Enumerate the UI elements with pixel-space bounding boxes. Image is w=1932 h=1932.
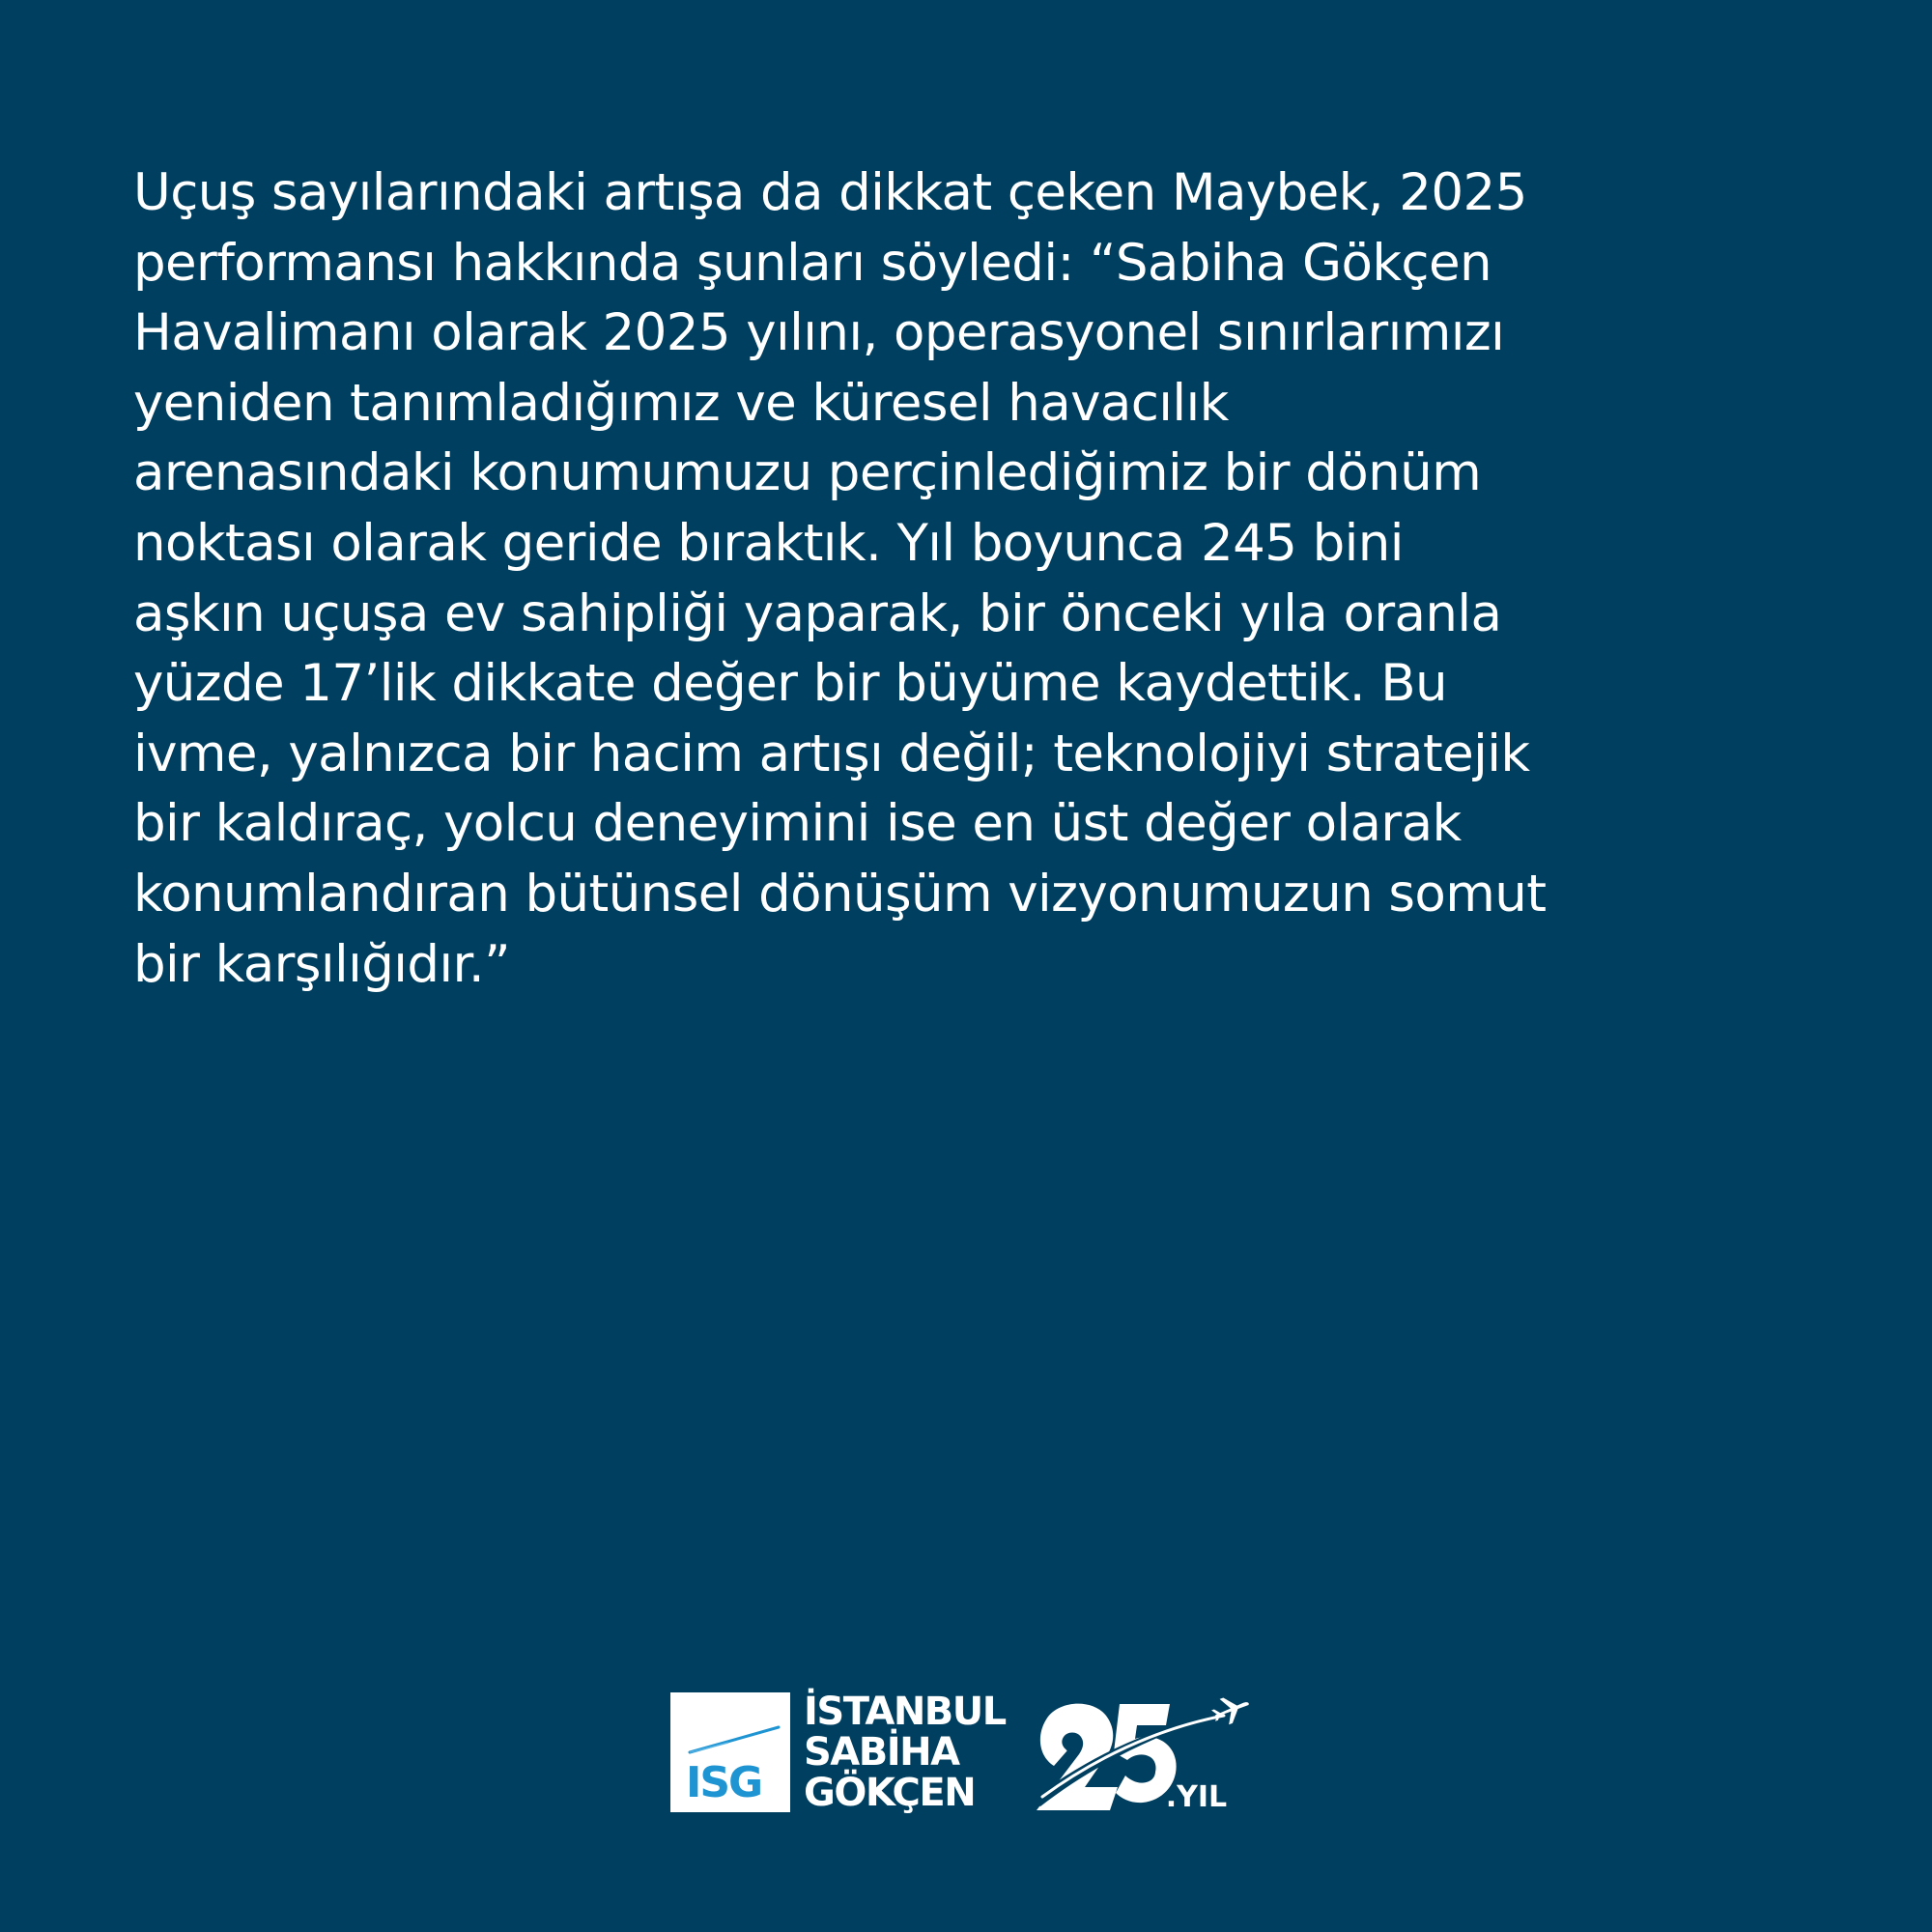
quote-line: bir karşılığıdır.” xyxy=(133,934,510,994)
isg-abbreviation: ISG xyxy=(686,1758,762,1807)
quote-line: yeniden tanımladığımız ve küresel havacılık xyxy=(133,373,1229,433)
quote-line: Havalimanı olarak 2025 yılını, operasyonel sınırlarımızı xyxy=(133,303,1505,363)
isg-logo xyxy=(670,1692,790,1812)
quote-paragraph xyxy=(133,158,1833,1000)
airport-name-line: GÖKÇEN xyxy=(804,1771,976,1815)
airport-name-line: İSTANBUL xyxy=(804,1690,1006,1734)
quote-line: Uçuş sayılarındaki artışa da dikkat çeken Maybek, 2025 xyxy=(133,163,1527,222)
quote-line: noktası olarak geride bıraktık. Yıl boyunca 245 bini xyxy=(133,513,1404,573)
quote-line: aşkın uçuşa ev sahipliği yaparak, bir önceki yıla oranla xyxy=(133,583,1502,643)
airport-name xyxy=(804,1690,1006,1815)
quote-line: arenasındaki konumumuzu perçinlediğimiz bir dönüm xyxy=(133,443,1482,503)
quote-line: konumlandıran bütünsel dönüşüm vizyonumuzun somut xyxy=(133,864,1547,923)
anniversary-25-logo xyxy=(1025,1692,1257,1812)
quote-line: ivme, yalnızca bir hacim artışı değil; teknolojiyi stratejik xyxy=(133,724,1530,783)
quote-line: performansı hakkında şunları söyledi: “Sabiha Gökçen xyxy=(133,233,1492,293)
footer-logo xyxy=(670,1692,1257,1814)
anniversary-suffix: .YIL xyxy=(1165,1780,1228,1814)
quote-line: yüzde 17’lik dikkate değer bir büyüme kaydettik. Bu xyxy=(133,654,1447,714)
airport-name-line: SABİHA xyxy=(804,1730,959,1775)
quote-line: bir kaldıraç, yolcu deneyimini ise en üst değer olarak xyxy=(133,794,1462,854)
